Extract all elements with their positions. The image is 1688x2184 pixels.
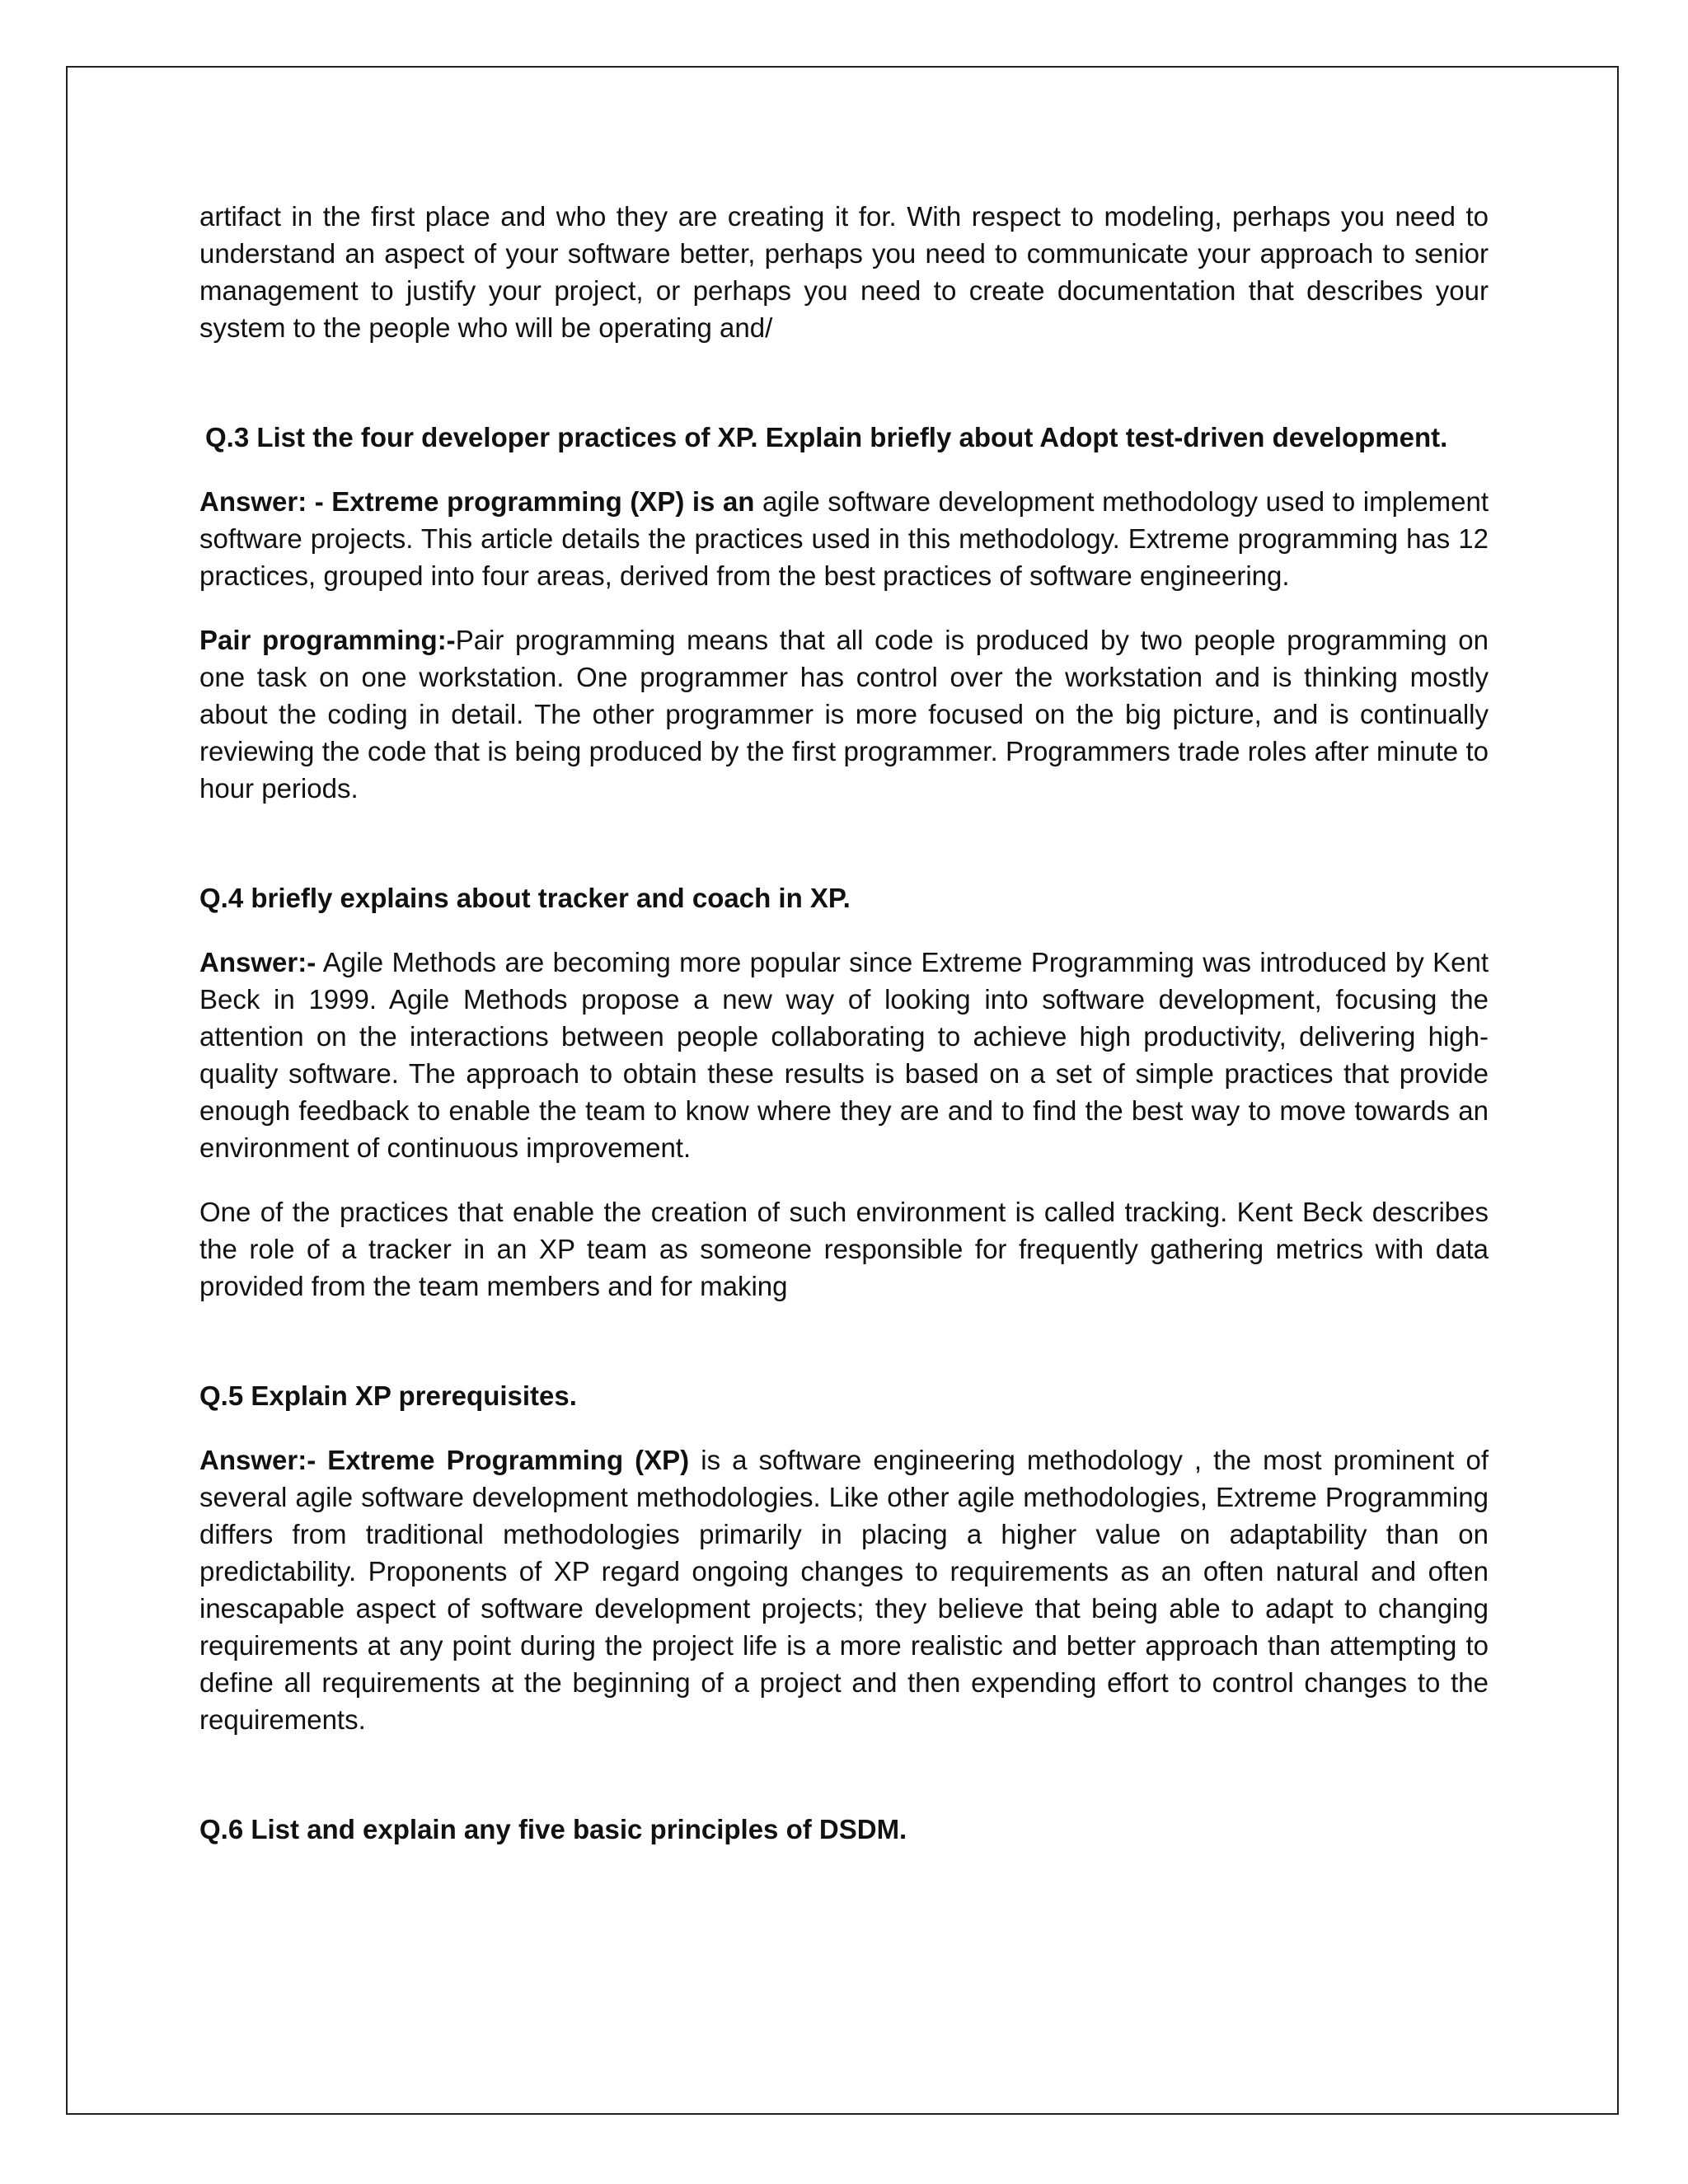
q3-answer-text: agile software development methodology used to implement software projects. This article details the practices used in this methodology. Extreme programming has 12 practices, grouped into four areas, derived from the best practices of software engineering. [199, 486, 1489, 591]
q3-pair-lead: Pair programming:- [199, 625, 456, 655]
spacer [199, 346, 1489, 419]
q6-heading: Q.6 List and explain any five basic principles of DSDM. [199, 1814, 907, 1844]
q3-pair-text: Pair programming means that all code is produced by two people programming on one task on one workstation. One programmer has control over the workstation and is thinking mostly about the coding in detail. The other programmer is more focused on the big picture, and is continually reviewing the code that is being produced by the first programmer. Programmers trade roles after minute to hour periods. [199, 625, 1489, 804]
spacer [199, 1738, 1489, 1811]
q4-answer [199, 944, 1489, 1166]
q5-heading: Q.5 Explain XP prerequisites. [199, 1380, 577, 1411]
q3-pair-programming [199, 621, 1489, 807]
q5-answer-text: is a software engineering methodology , the most prominent of several agile software development methodologies. Like other agile methodologies, Extreme Programming differs from traditional methodologies primarily in placing a higher value on adaptability than on predictability. Proponents of XP regard ongoing changes to requirements as an often natural and often inescapable aspect of software development projects; they believe that being able to adapt to changing requirements at any point during the project life is a more realistic and better approach than attempting to define all requirements at the beginning of a project and then expending effort to control changes to the requirements. [199, 1445, 1489, 1735]
intro-paragraph: artifact in the first place and who they are creating it for. With respect to modeling, perhaps you need to understand an aspect of your software better, perhaps you need to communicate your approach to senior management to justify your project, or perhaps you need to create documentation that describes your system to the people who will be operating and/ [199, 201, 1489, 343]
q3-answer-lead: Answer: - Extreme programming (XP) is an [199, 486, 755, 517]
document-body [199, 198, 1489, 1848]
spacer [199, 594, 1489, 621]
spacer [199, 916, 1489, 944]
q5-answer-lead: Answer:- Extreme Programming (XP) [199, 1445, 690, 1475]
spacer [199, 456, 1489, 483]
spacer [199, 807, 1489, 879]
q3-heading: Q.3 List the four developer practices of XP. Explain briefly about Adopt test-driven development. [205, 422, 1448, 452]
q4-answer-lead: Answer:- [199, 947, 316, 977]
q4-answer-text: Agile Methods are becoming more popular since Extreme Programming was introduced by Kent Beck in 1999. Agile Methods propose a new way of looking into software development, focusing the attention on the interactions between people collaborating to achieve high productivity, delivering high-quality software. The approach to obtain these results is based on a set of simple practices that provide enough feedback to enable the team to know where they are and to find the best way to move towards an environment of continuous improvement. [199, 947, 1489, 1163]
spacer [199, 1166, 1489, 1193]
q4-heading: Q.4 briefly explains about tracker and coach in XP. [199, 883, 851, 913]
spacer [199, 1414, 1489, 1441]
spacer [199, 1305, 1489, 1377]
q3-answer [199, 483, 1489, 594]
q4-second-paragraph: One of the practices that enable the creation of such environment is called tracking. Kent Beck describes the role of a tracker in an XP team as someone responsible for frequently gathering metrics with data provided from the team members and for making [199, 1197, 1489, 1301]
q5-answer [199, 1441, 1489, 1738]
